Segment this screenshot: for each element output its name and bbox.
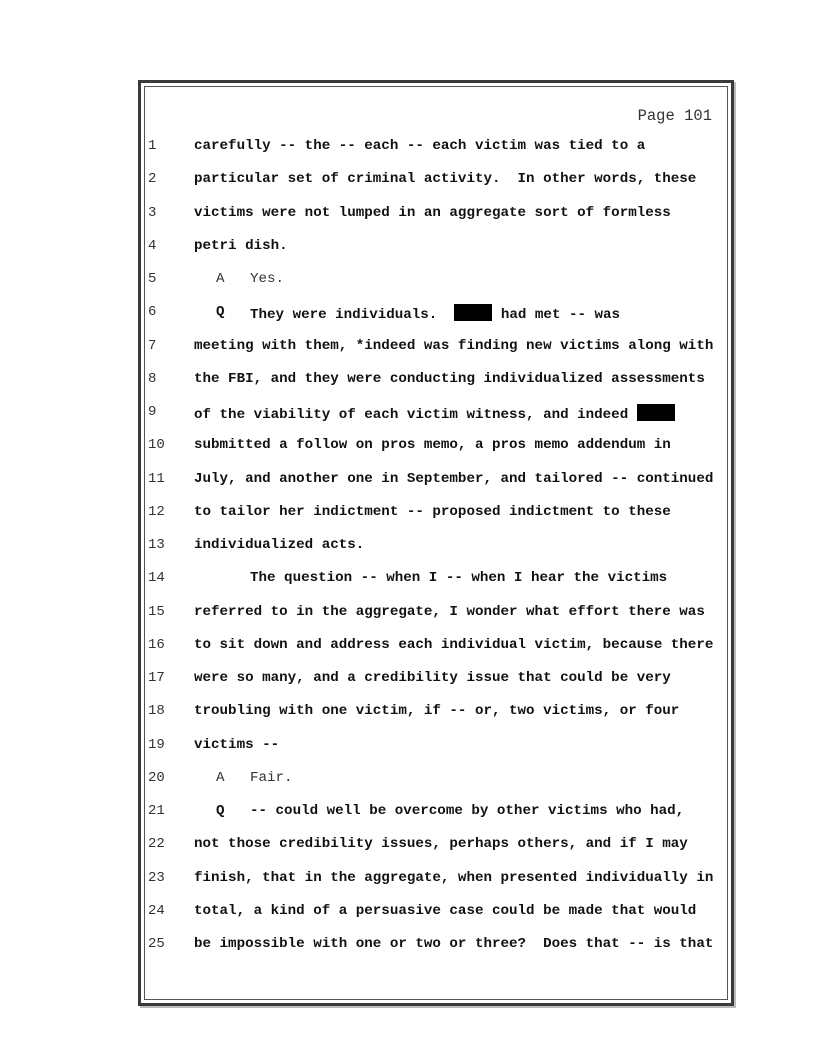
text-segment: victims were not lumped in an aggregate sort of formless [194,204,671,221]
text-segment: not those credibility issues, perhaps others, and if I may [194,836,688,853]
line-number: 1 [148,138,157,154]
line-number: 14 [148,570,165,587]
transcript-line [0,238,816,258]
line-text [194,903,696,919]
text-segment: The question -- when I -- when I hear the victims [250,570,668,587]
line-text [194,138,645,154]
line-text [194,604,705,620]
text-segment: carefully -- the -- each -- each victim was tied to a [194,138,646,154]
redaction-block [454,304,492,321]
line-text [194,471,713,487]
line-number: 19 [148,736,165,753]
line-number: 20 [148,769,165,786]
transcript-line [0,870,816,890]
text-segment: submitted a follow on pros memo, a pros memo addendum in [194,437,671,454]
transcript-line [0,570,816,590]
page-number: Page 101 [637,107,712,125]
transcript-line [0,936,816,956]
line-text [194,371,705,387]
line-text [250,803,684,819]
text-segment: finish, that in the aggregate, when presented individually in [194,869,714,886]
line-text [250,271,284,287]
line-text [250,770,293,786]
text-segment: -- could well be overcome by other victims who had, [250,803,685,819]
transcript-line [0,703,816,723]
speaker-label: Q [216,803,225,819]
transcript-line [0,504,816,524]
speaker-label: A [216,271,225,287]
line-number: 22 [148,836,165,853]
text-segment: victims -- [194,736,280,753]
line-number: 8 [148,370,157,387]
transcript-line [0,404,816,424]
line-text [194,703,679,719]
speaker-label: A [216,769,225,786]
text-segment: total, a kind of a persuasive case could be made that would [194,902,697,919]
line-text [194,936,713,952]
text-segment: the FBI, and they were conducting individualized assessments [194,370,705,387]
line-text [194,437,671,453]
transcript-line [0,903,816,923]
text-segment: were so many, and a credibility issue that could be very [194,670,671,686]
text-segment: to sit down and address each individual victim, because there [194,636,714,653]
line-number: 2 [148,171,157,188]
line-number: 10 [148,437,165,454]
line-text [194,870,713,886]
text-segment: Yes. [250,271,285,287]
text-segment: particular set of criminal activity. In other words, these [194,171,697,188]
line-text [194,836,688,852]
line-text [194,504,671,520]
transcript-line [0,604,816,624]
transcript-line [0,737,816,757]
line-number: 15 [148,603,165,620]
transcript-line [0,637,816,657]
text-segment: troubling with one victim, if -- or, two victims, or four [194,703,680,720]
line-text [194,205,671,221]
transcript-line [0,437,816,457]
transcript-line [0,171,816,191]
line-number: 17 [148,670,165,686]
line-number: 24 [148,902,165,919]
line-number: 16 [148,636,165,653]
line-text [250,304,620,323]
line-text [194,404,675,423]
text-segment: referred to in the aggregate, I wonder what effort there was [194,603,705,620]
line-number: 18 [148,703,165,720]
transcript-line [0,836,816,856]
line-text [194,238,288,254]
transcript-line [0,304,816,324]
line-text [250,570,667,586]
transcript-line [0,271,816,291]
text-segment: be impossible with one or two or three? Does that -- is that [194,936,714,952]
transcript-line [0,205,816,225]
line-number: 12 [148,503,165,520]
transcript-line [0,770,816,790]
transcript-line [0,371,816,391]
line-number: 3 [148,204,157,221]
speaker-label: Q [216,304,225,321]
transcript-line [0,537,816,557]
text-segment: individualized acts. [194,537,365,553]
line-number: 25 [148,936,165,952]
text-segment: of the viability of each victim witness, and indeed [194,407,637,423]
line-number: 11 [148,470,165,487]
transcript-line [0,338,816,358]
transcript-line [0,803,816,823]
text-segment: They were individuals. [250,307,455,324]
text-segment: had met -- was [492,307,621,324]
line-number: 5 [148,271,157,287]
line-number: 4 [148,237,157,254]
text-segment: to tailor her indictment -- proposed indictment to these [194,503,671,520]
text-segment: July, and another one in September, and tailored -- continued [194,470,714,487]
line-number: 23 [148,869,165,886]
redaction-block [637,404,675,421]
transcript-line [0,670,816,690]
transcript-line [0,471,816,491]
line-number: 7 [148,337,157,354]
line-number: 9 [148,404,157,420]
line-text [194,737,279,753]
text-segment: meeting with them, *indeed was finding new victims along with [194,337,714,354]
line-number: 6 [148,304,157,321]
line-text [194,637,713,653]
line-number: 13 [148,537,165,553]
line-number: 21 [148,803,165,819]
line-text [194,537,364,553]
line-text [194,338,713,354]
text-segment: Fair. [250,769,293,786]
line-text [194,670,671,686]
text-segment: petri dish. [194,237,288,254]
transcript-line [0,138,816,158]
line-text [194,171,696,187]
